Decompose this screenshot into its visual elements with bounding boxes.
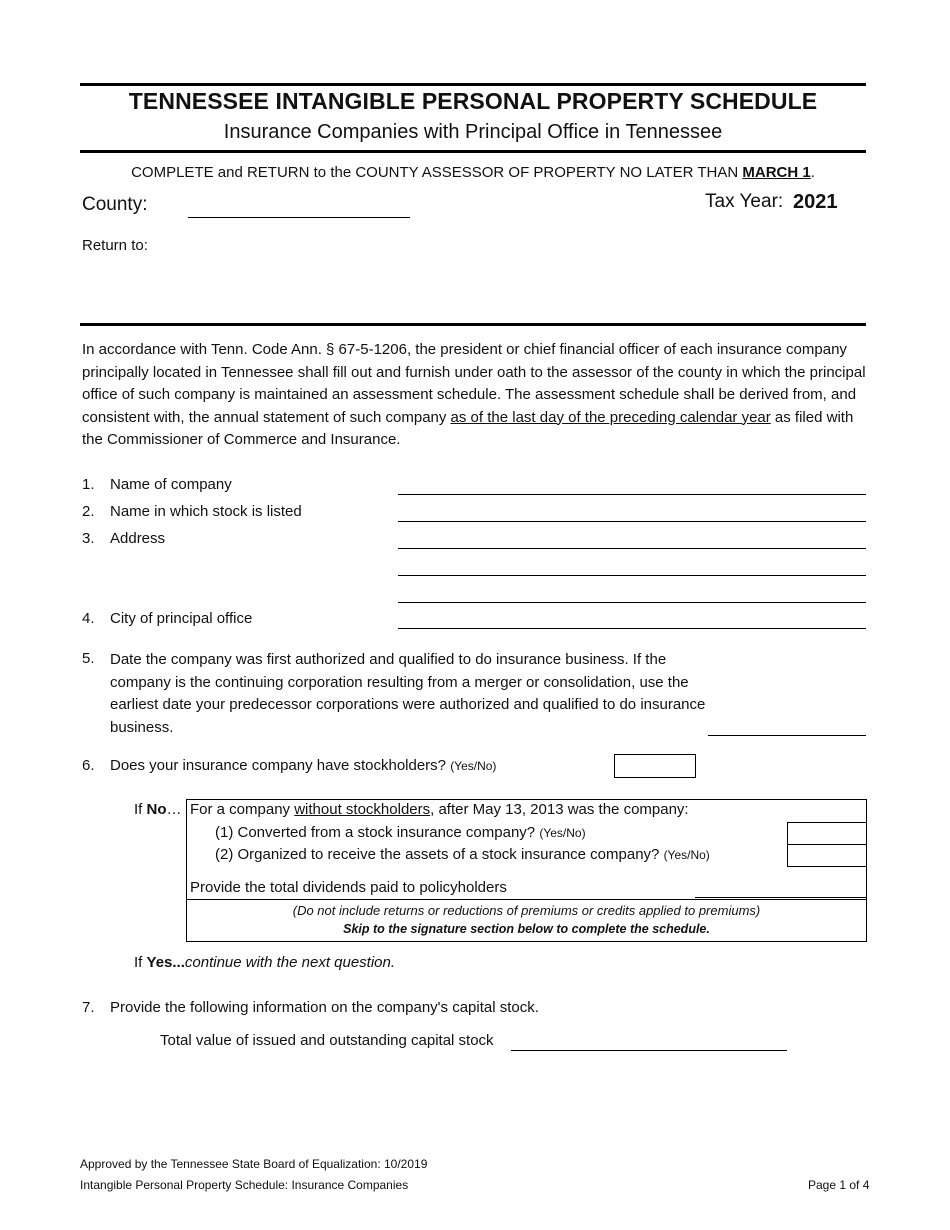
if-no-item-2 [215, 846, 710, 863]
page-number: Page 1 of 4 [808, 1178, 870, 1192]
q5-label: Date the company was first authorized and qualified to do insurance business. If the company is the continuing corporation resulting from a merger or consolidation, use the earliest date your predecessor corporations were authorized and qualified to do insurance business. [110, 651, 706, 736]
deadline: MARCH 1 [742, 164, 811, 181]
header-top-rule [80, 83, 866, 86]
return-to-label: Return to: [82, 237, 148, 254]
q2-number: 2. [82, 503, 95, 520]
item2-text: (2) Organized to receive the assets of a stock insurance company? [215, 846, 660, 863]
intro-text: In accordance with Tenn. Code Ann. § 67-5-1206, the president or chief financial officer of each insurance company principally located in Tennessee shall fill out and furnish under oath to the assessor of the county in which the principal office of such company is maintained an assessment schedule. The assessment schedule shall be derived from, and consistent with, the annual statement of such company [82, 341, 866, 426]
address-field-3[interactable] [398, 602, 866, 603]
city-field[interactable] [398, 628, 866, 629]
authorization-date-field[interactable] [708, 735, 866, 736]
form-title: TENNESSEE INTANGIBLE PERSONAL PROPERTY SCHEDULE [128, 88, 818, 114]
if-no-divider [186, 899, 867, 900]
if-yes-text: continue with the next question. [184, 954, 396, 971]
if-no-prefix: If [134, 801, 147, 818]
instruction-text: COMPLETE and RETURN to the COUNTY ASSESSOR OF PROPERTY NO LATER THAN [131, 164, 743, 181]
q6-label [110, 757, 496, 774]
if-yes-prefix: If [134, 954, 147, 971]
county-label: County: [82, 194, 148, 215]
if-no-panel [186, 799, 867, 942]
if-no-intro [190, 801, 689, 818]
tax-year-label: Tax Year: [705, 191, 784, 212]
stock-name-field[interactable] [398, 521, 866, 522]
county-field[interactable] [188, 217, 410, 218]
intro-text-end: as filed with the Commissioner of Commerce and Insurance. [82, 408, 854, 448]
stockholders-answer-box[interactable] [614, 754, 696, 778]
section-rule [80, 323, 866, 326]
if-yes-keyword: Yes... [146, 954, 185, 971]
address-field-1[interactable] [398, 548, 866, 549]
instruction-suffix: . [810, 164, 815, 181]
capital-stock-field[interactable] [511, 1050, 787, 1051]
converted-answer-box[interactable] [787, 822, 867, 845]
q6-hint: (Yes/No) [450, 759, 497, 773]
q5-number: 5. [82, 650, 95, 667]
capital-stock-label: Total value of issued and outstanding capital stock [160, 1032, 494, 1049]
if-no-label [134, 801, 182, 818]
return-instruction [80, 164, 866, 181]
if-no-keyword: No [146, 801, 167, 818]
intro-paragraph [82, 339, 872, 452]
if-no-intro-end: , after May 13, 2013 was the company: [430, 801, 689, 818]
organized-answer-box[interactable] [787, 844, 867, 867]
form-subtitle: Insurance Companies with Principal Office in Tennessee [223, 121, 723, 143]
q2-label: Name in which stock is listed [110, 503, 302, 520]
header-bottom-rule [80, 150, 866, 153]
item1-text: (1) Converted from a stock insurance company? [215, 824, 536, 841]
q4-number: 4. [82, 610, 95, 627]
q6-text: Does your insurance company have stockholders? [110, 757, 447, 774]
item2-hint: (Yes/No) [663, 848, 710, 862]
q1-number: 1. [82, 476, 95, 493]
skip-instruction: Skip to the signature section below to complete the schedule. [343, 922, 710, 936]
q6-number: 6. [82, 757, 95, 774]
q4-label: City of principal office [110, 610, 253, 627]
if-no-ellipsis: … [166, 801, 182, 818]
dividends-field[interactable] [695, 897, 867, 898]
dividends-label: Provide the total dividends paid to policyholders [190, 879, 507, 896]
q7-number: 7. [82, 999, 95, 1016]
approval-note: Approved by the Tennessee State Board of Equalization: 10/2019 [80, 1157, 428, 1171]
dividends-note: (Do not include returns or reductions of premiums or credits applied to premiums) [292, 903, 761, 918]
if-no-intro-underlined: without stockholders [294, 801, 431, 818]
address-field-2[interactable] [398, 575, 866, 576]
company-name-field[interactable] [398, 494, 866, 495]
tax-year-value: 2021 [793, 191, 838, 213]
q7-label: Provide the following information on the company's capital stock. [110, 999, 539, 1016]
q3-label: Address [110, 530, 166, 547]
if-no-item-1 [215, 824, 586, 841]
if-yes-line [134, 954, 395, 971]
q3-number: 3. [82, 530, 95, 547]
item1-hint: (Yes/No) [539, 826, 586, 840]
form-name-footer: Intangible Personal Property Schedule: Insurance Companies [80, 1178, 409, 1192]
q1-label: Name of company [110, 476, 232, 493]
if-no-intro-text: For a company [190, 801, 295, 818]
intro-underlined: as of the last day of the preceding calendar year [450, 408, 771, 426]
